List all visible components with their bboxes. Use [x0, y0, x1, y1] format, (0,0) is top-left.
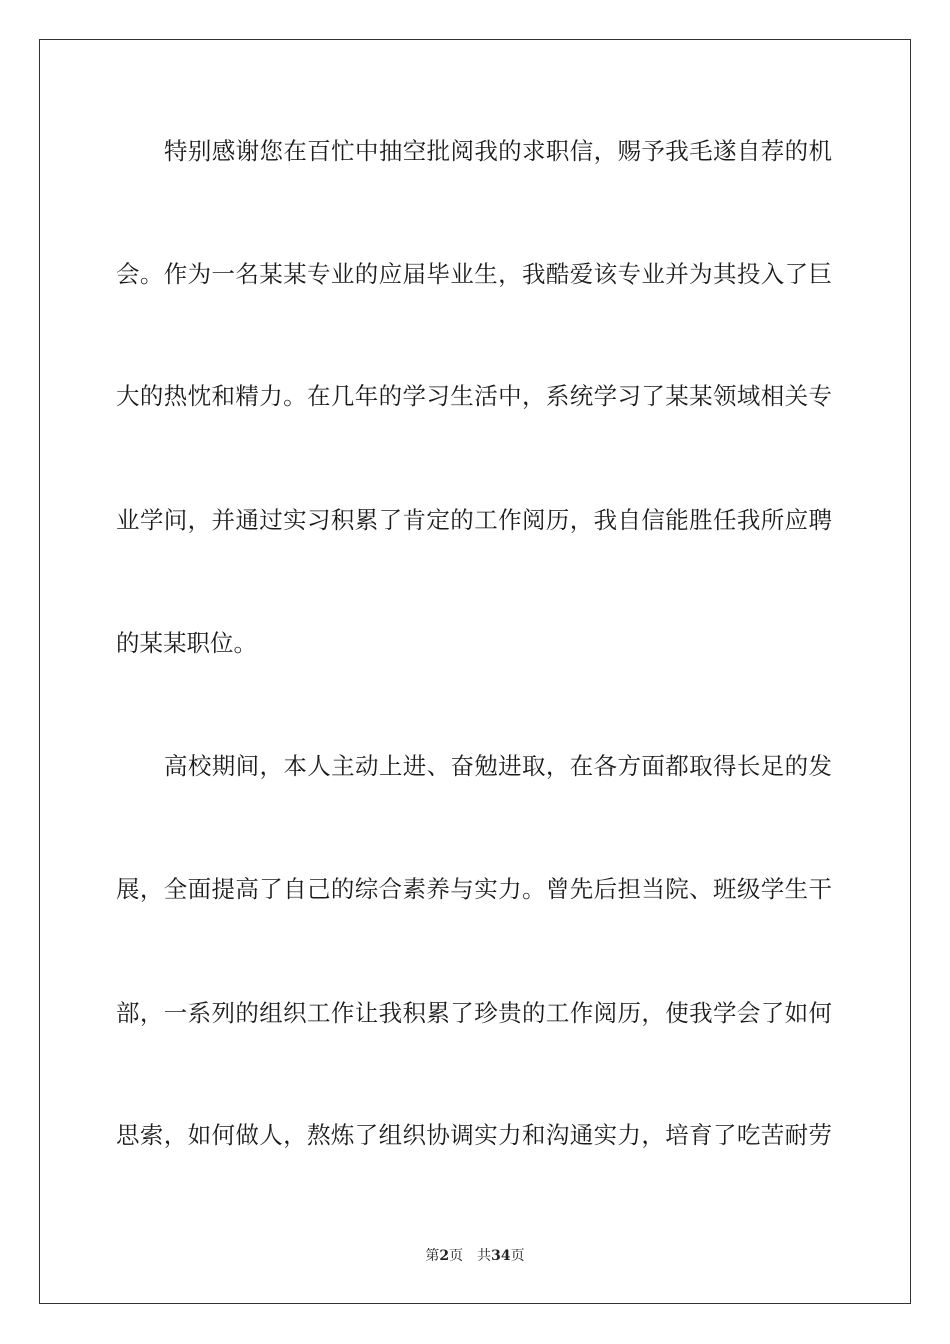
- paragraph-2-line-3: 部，一系列的组织工作让我积累了珍贵的工作阅历，使我学会了如何: [116, 999, 832, 1027]
- total-prefix: 共: [477, 1248, 492, 1264]
- paragraph-1-line-3: 大的热忱和精力。在几年的学习生活中，系统学习了某某领域相关专: [116, 382, 832, 410]
- total-suffix: 页: [510, 1248, 525, 1264]
- page-footer: [0, 1247, 950, 1265]
- page-suffix: 页: [449, 1248, 464, 1264]
- paragraph-2-line-4: 思索，如何做人，熬炼了组织协调实力和沟通实力，培育了吃苦耐劳: [116, 1121, 832, 1149]
- total-pages: 34: [491, 1248, 511, 1264]
- paragraph-2-line-1: 高校期间，本人主动上进、奋勉进取，在各方面都取得长足的发: [164, 752, 832, 780]
- paragraph-2-line-2: 展，全面提高了自己的综合素养与实力。曾先后担当院、班级学生干: [116, 875, 832, 903]
- page-number: 2: [439, 1248, 450, 1264]
- page-prefix: 第: [425, 1248, 440, 1264]
- paragraph-1-line-1: 特别感谢您在百忙中抽空批阅我的求职信，赐予我毛遂自荐的机: [164, 137, 832, 165]
- paragraph-1-line-5: 的某某职位。: [116, 629, 257, 657]
- paragraph-1-line-4: 业学问，并通过实习积累了肯定的工作阅历，我自信能胜任我所应聘: [116, 506, 832, 534]
- paragraph-1-line-2: 会。作为一名某某专业的应届毕业生，我酷爱该专业并为其投入了巨: [116, 260, 832, 288]
- page-frame: [39, 39, 911, 1304]
